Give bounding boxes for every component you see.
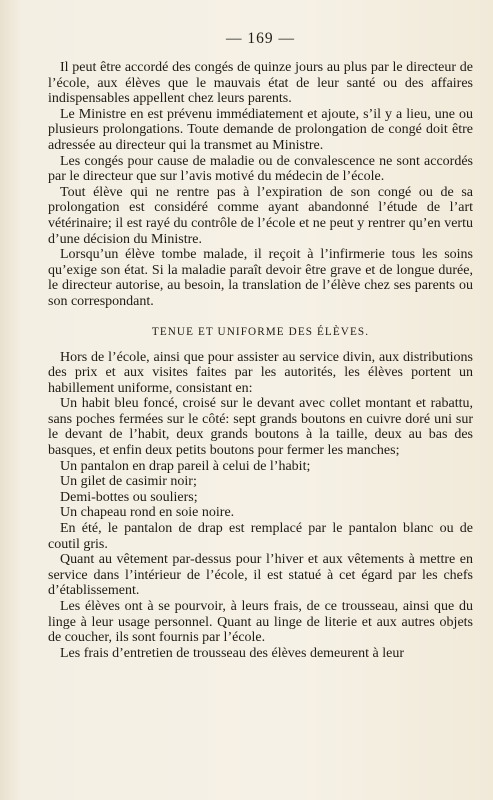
paragraph: Tout élève qui ne rentre pas à l’expiration de son congé ou de sa prolongation est considéré comme ayant abandonné l’étude de l’art vétérinaire; il est rayé du contrôle de l’école et ne peut y rentrer qu’en vertu d’une décision du Ministre. [48,184,473,247]
paragraph: Les congés pour cause de maladie ou de convalescence ne sont accordés par le directeur que sur l’avis motivé du médecin de l’école. [48,153,473,185]
paragraph: Il peut être accordé des congés de quinze jours au plus par le directeur de l’école, aux élèves que le mauvais état de leur santé ou des affaires indispensables appellent chez leurs parents. [48,60,473,107]
paragraph: Lorsqu’un élève tombe malade, il reçoit à l’infirmerie tous les soins qu’exige son état. Si la maladie paraît devoir être grave et de longue durée, le directeur autorise, au besoin, la translation de l’élève chez ses parents ou son correspondant. [48,247,473,309]
list-item: Demi-bottes ou souliers; [60,489,198,505]
uniform-text-block [48,350,473,662]
paragraph: Les élèves ont à se pourvoir, à leurs frais, de ce trousseau, ainsi que du linge à leur usage personnel. Quant au linge de literie et aux autres objets de coucher, ils sont fournis par l’école. [48,599,473,646]
section-heading: TENUE ET UNIFORME DES ÉLÈVES. [151,325,370,338]
paragraph: Hors de l’école, ainsi que pour assister au service divin, aux distributions des prix et aux visites faites par les autorités, les élèves portent un habillement uniforme, consistant en: [48,349,473,396]
page-number: — 169 — [226,30,295,47]
list-item: Un pantalon en drap pareil à celui de l’habit; [60,458,311,474]
top-text-block [48,60,473,310]
paragraph: Le Ministre en est prévenu immédiatement et ajoute, s’il y a lieu, une ou plusieurs prolongations. Toute demande de prolongation de congé doit être adressée au directeur qui la transmet au Ministre. [48,106,473,153]
paragraph: Les frais d’entretien de trousseau des élèves demeurent à leur [60,645,405,661]
paragraph: En été, le pantalon de drap est remplacé par le pantalon blanc ou de coutil gris. [48,521,473,552]
list-item: Un gilet de casimir noir; [60,474,197,490]
paragraph: Quant au vêtement par-dessus pour l’hiver et aux vêtements à mettre en service dans l’intérieur de l’école, il est statué à cet égard par les chefs d’établissement. [48,552,473,599]
list-item: Un chapeau rond en soie noire. [60,505,235,521]
paragraph: Un habit bleu foncé, croisé sur le devant avec collet montant et rabattu, sans poches fermées sur le côté: sept grands boutons en cuivre doré uni sur le devant de l’habit, deux grands boutons à la taille, deux au bas des basques, et enfin deux petits boutons pour fermer les manches; [48,396,473,459]
